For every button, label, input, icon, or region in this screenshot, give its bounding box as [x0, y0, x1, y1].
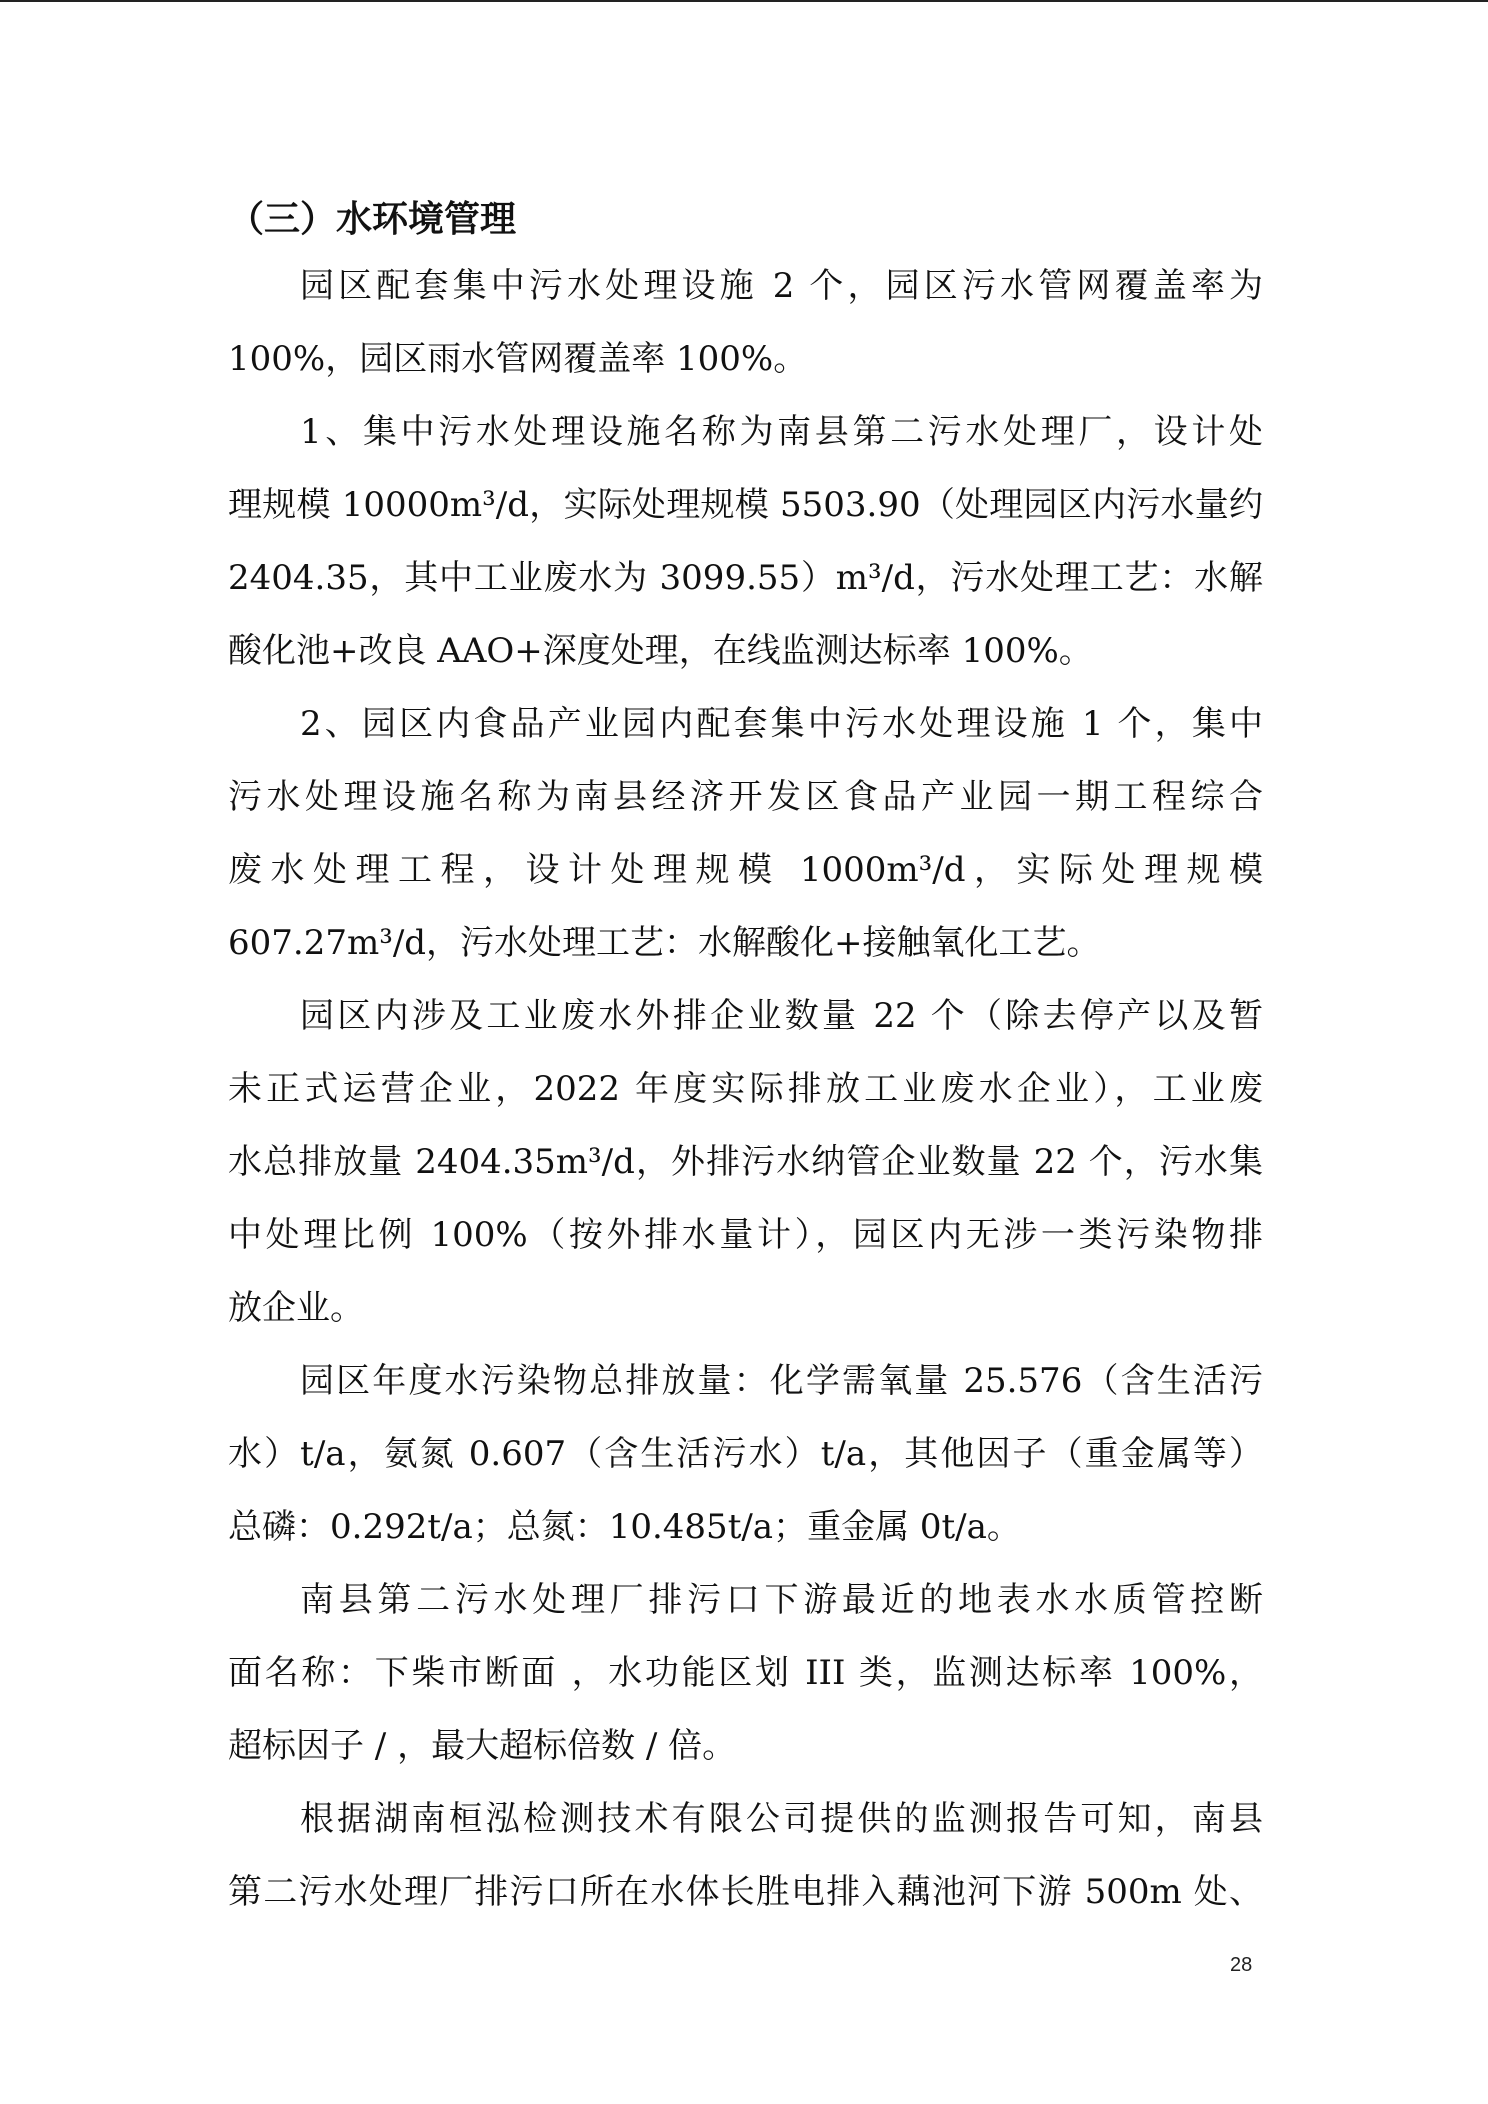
paragraph-discharge-enterprises: [228, 980, 1263, 1345]
text-line: 总磷：0.292t/a；总氮：10.485t/a；重金属 0t/a。: [228, 1507, 1021, 1547]
text-line: 污水处理设施名称为南县经济开发区食品产业园一期工程综合: [228, 777, 1263, 817]
text-line: 1、集中污水处理设施名称为南县第二污水处理厂，设计处: [300, 412, 1263, 452]
paragraph-monitoring-section: [228, 1564, 1263, 1783]
text-line: 园区配套集中污水处理设施 2 个，园区污水管网覆盖率为: [300, 266, 1263, 306]
text-line: 水）t/a，氨氮 0.607（含生活污水）t/a，其他因子（重金属等）: [228, 1434, 1263, 1474]
paragraph-pollutant-totals: [228, 1345, 1263, 1564]
text-line: 放企业。: [228, 1288, 364, 1328]
text-line: 2404.35，其中工业废水为 3099.55）m³/d，污水处理工艺：水解: [228, 558, 1263, 598]
text-line: 酸化池+改良 AAO+深度处理，在线监测达标率 100%。: [228, 631, 1093, 671]
text-line: 理规模 10000m³/d，实际处理规模 5503.90（处理园区内污水量约: [228, 485, 1263, 525]
text-line: 南县第二污水处理厂排污口下游最近的地表水水质管控断: [300, 1580, 1263, 1620]
text-line: 废水处理工程，设计处理规模 1000m³/d，实际处理规模: [228, 850, 1263, 890]
text-line: 2、园区内食品产业园内配套集中污水处理设施 1 个，集中: [300, 704, 1263, 744]
page-number: 28: [1230, 1954, 1253, 1976]
paragraph-facilities: [228, 250, 1263, 396]
text-line: 面名称：下柴市断面 ，水功能区划 III 类，监测达标率 100%，: [228, 1653, 1263, 1693]
paragraph-plant-one: [228, 396, 1263, 688]
text-line: 根据湖南桓泓检测技术有限公司提供的监测报告可知，南县: [300, 1799, 1263, 1839]
text-line: 607.27m³/d，污水处理工艺：水解酸化+接触氧化工艺。: [228, 923, 1101, 963]
paragraph-monitoring-report: [228, 1783, 1263, 1929]
document-body: [228, 190, 1263, 1929]
text-line: 园区内涉及工业废水外排企业数量 22 个（除去停产以及暂: [300, 996, 1263, 1036]
page-top-border: [0, 0, 1488, 2]
paragraph-plant-two: [228, 688, 1263, 980]
text-line: 未正式运营企业，2022 年度实际排放工业废水企业），工业废: [228, 1069, 1263, 1109]
text-line: 水总排放量 2404.35m³/d，外排污水纳管企业数量 22 个，污水集: [228, 1142, 1263, 1182]
text-line: 园区年度水污染物总排放量：化学需氧量 25.576（含生活污: [300, 1361, 1263, 1401]
text-line: 中处理比例 100%（按外排水量计），园区内无涉一类污染物排: [228, 1215, 1263, 1255]
section-heading: （三）水环境管理: [228, 199, 517, 240]
text-line: 第二污水处理厂排污口所在水体长胜电排入藕池河下游 500m 处、: [228, 1872, 1263, 1912]
text-line: 100%，园区雨水管网覆盖率 100%。: [228, 339, 808, 379]
text-line: 超标因子 / ，最大超标倍数 / 倍。: [228, 1726, 737, 1766]
